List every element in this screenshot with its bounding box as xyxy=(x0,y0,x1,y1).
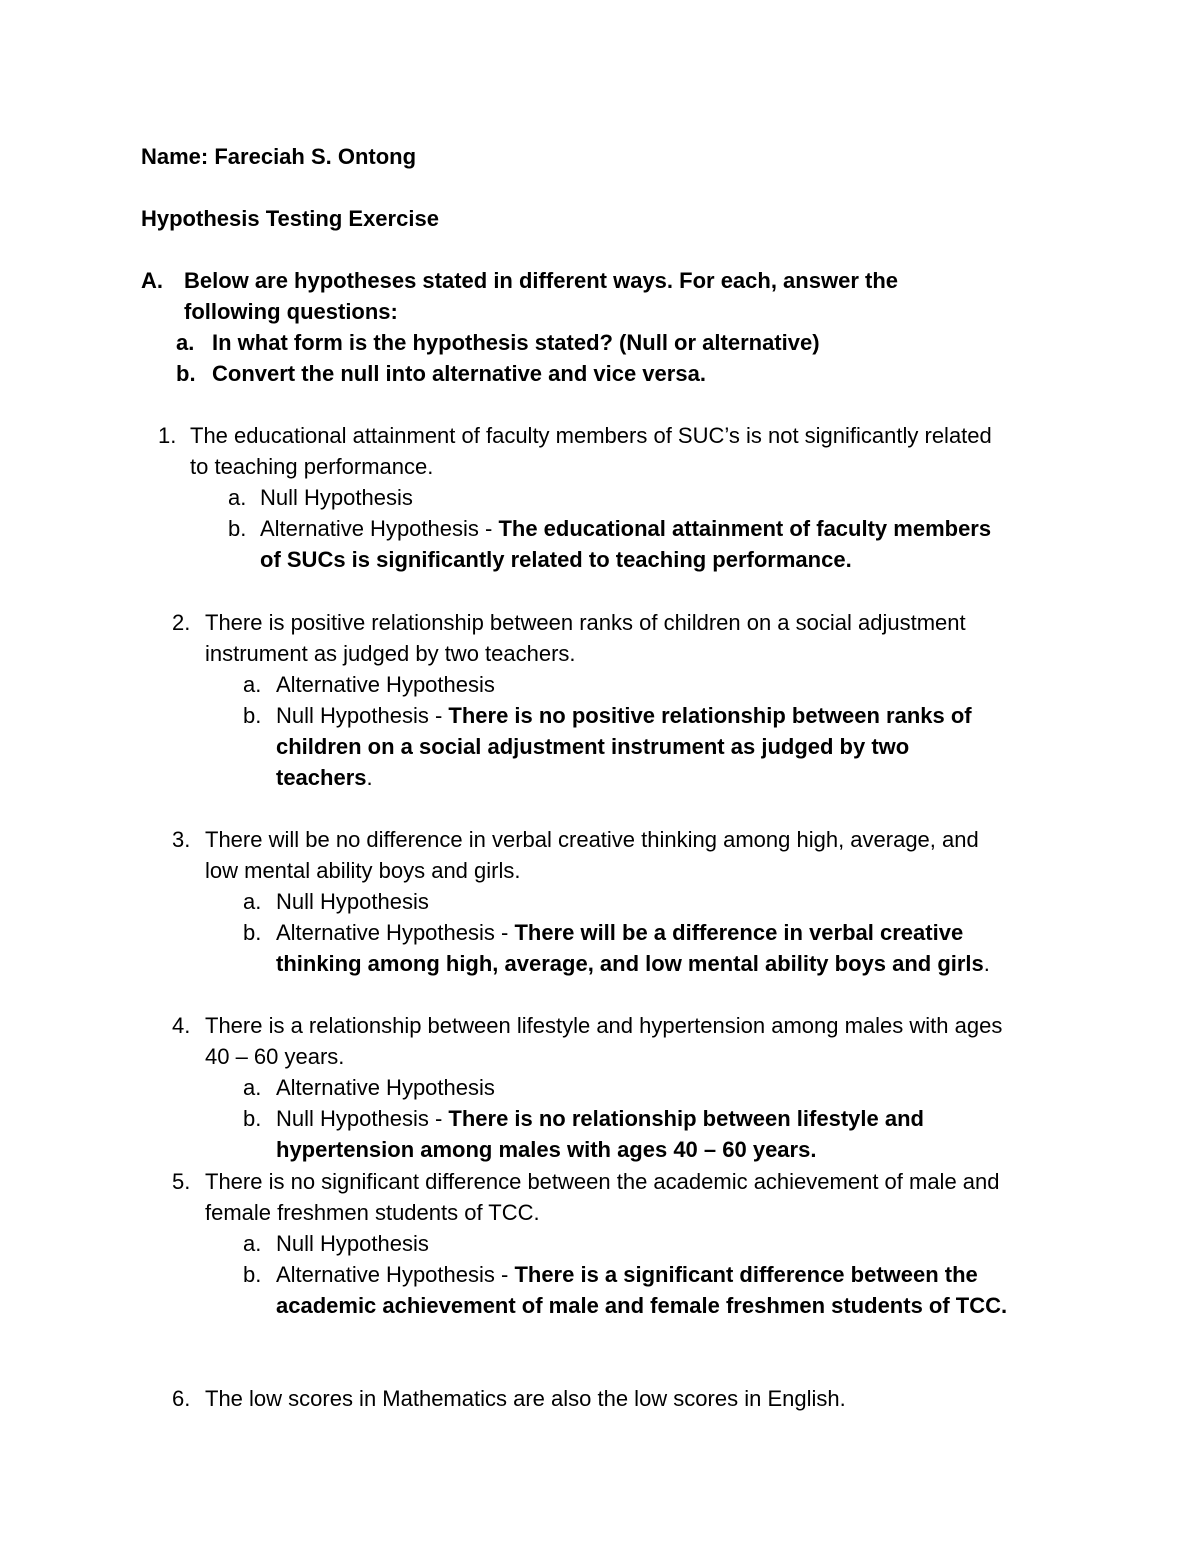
item-6-statement-line1: The low scores in Mathematics are also the low scores in English. xyxy=(205,1386,846,1411)
question-b-marker: b. xyxy=(176,361,196,386)
item-5-number: 5. xyxy=(172,1169,191,1194)
item-1-statement-line1: The educational attainment of faculty members of SUC’s is not significantly related xyxy=(190,423,992,448)
item-5-statement-line1: There is no significant difference between the academic achievement of male and xyxy=(205,1169,1000,1194)
item-2-statement-line1: There is positive relationship between ranks of children on a social adjustment xyxy=(205,610,966,635)
item-1-b-label: Alternative Hypothesis - xyxy=(260,516,499,541)
item-2-a-marker: a. xyxy=(243,672,262,697)
item-2-b-label: Null Hypothesis - xyxy=(276,703,449,728)
item-4-b-line1 xyxy=(276,1103,924,1134)
item-4-b-answer-line1: There is no relationship between lifestyle and xyxy=(448,1106,924,1131)
item-2-b-line3 xyxy=(276,762,373,793)
item-3-b-label: Alternative Hypothesis - xyxy=(276,920,515,945)
item-3-b-answer-line1: There will be a difference in verbal creative xyxy=(514,920,964,945)
item-4-b-marker: b. xyxy=(243,1106,262,1131)
item-5-statement-line2: female freshmen students of TCC. xyxy=(205,1200,540,1225)
item-5-b-label: Alternative Hypothesis - xyxy=(276,1262,515,1287)
section-a-instruction-line1: Below are hypotheses stated in different ways. For each, answer the xyxy=(184,268,898,293)
item-1-b-answer-line2: of SUCs is significantly related to teaching performance. xyxy=(260,547,852,572)
item-4-statement-line2: 40 – 60 years. xyxy=(205,1044,345,1069)
item-2-statement-line2: instrument as judged by two teachers. xyxy=(205,641,576,666)
student-name: Name: Fareciah S. Ontong xyxy=(141,144,417,169)
item-1-b-marker: b. xyxy=(228,516,247,541)
question-a-text: In what form is the hypothesis stated? (Null or alternative) xyxy=(212,330,820,355)
item-2-number: 2. xyxy=(172,610,191,635)
item-5-b-marker: b. xyxy=(243,1262,262,1287)
section-a-instruction-line2: following questions: xyxy=(184,299,398,324)
item-3-statement-line1: There will be no difference in verbal creative thinking among high, average, and xyxy=(205,827,979,852)
item-4-statement-line1: There is a relationship between lifestyle and hypertension among males with ages xyxy=(205,1013,1003,1038)
item-3-b-line2 xyxy=(276,948,990,979)
item-2-b-line1 xyxy=(276,700,972,731)
item-3-number: 3. xyxy=(172,827,191,852)
item-4-a-text: Alternative Hypothesis xyxy=(276,1075,495,1100)
item-3-statement-line2: low mental ability boys and girls. xyxy=(205,858,521,883)
item-3-b-marker: b. xyxy=(243,920,262,945)
item-3-b-line1 xyxy=(276,917,963,948)
section-a-marker: A. xyxy=(141,268,163,293)
item-4-a-marker: a. xyxy=(243,1075,262,1100)
item-1-number: 1. xyxy=(158,423,177,448)
item-5-a-marker: a. xyxy=(243,1231,262,1256)
item-1-a-marker: a. xyxy=(228,485,247,510)
item-4-b-label: Null Hypothesis - xyxy=(276,1106,449,1131)
item-4-number: 4. xyxy=(172,1013,191,1038)
item-5-a-text: Null Hypothesis xyxy=(276,1231,429,1256)
item-3-a-marker: a. xyxy=(243,889,262,914)
item-2-b-answer-line1: There is no positive relationship between ranks of xyxy=(448,703,972,728)
question-a-marker: a. xyxy=(176,330,195,355)
item-3-b-answer-end: . xyxy=(983,951,990,976)
item-2-b-answer-line2: children on a social adjustment instrument as judged by two xyxy=(276,734,910,759)
item-1-a-text: Null Hypothesis xyxy=(260,485,413,510)
item-1-b-answer-line1: The educational attainment of faculty members xyxy=(498,516,992,541)
question-b-text: Convert the null into alternative and vice versa. xyxy=(212,361,706,386)
document-title: Hypothesis Testing Exercise xyxy=(141,206,439,231)
item-2-b-answer-line3: teachers xyxy=(276,765,367,790)
item-1-statement-line2: to teaching performance. xyxy=(190,454,434,479)
item-6-number: 6. xyxy=(172,1386,191,1411)
item-5-b-answer-line1: There is a significant difference between the xyxy=(514,1262,978,1287)
item-3-b-answer-line2: thinking among high, average, and low mental ability boys and girls xyxy=(276,951,984,976)
item-3-a-text: Null Hypothesis xyxy=(276,889,429,914)
item-2-b-answer-end: . xyxy=(366,765,373,790)
item-5-b-answer-line2: academic achievement of male and female freshmen students of TCC. xyxy=(276,1293,1008,1318)
item-5-b-line1 xyxy=(276,1259,978,1290)
item-2-b-marker: b. xyxy=(243,703,262,728)
item-4-b-answer-line2: hypertension among males with ages 40 – 60 years. xyxy=(276,1137,817,1162)
item-1-b-line1 xyxy=(260,513,991,544)
item-2-a-text: Alternative Hypothesis xyxy=(276,672,495,697)
